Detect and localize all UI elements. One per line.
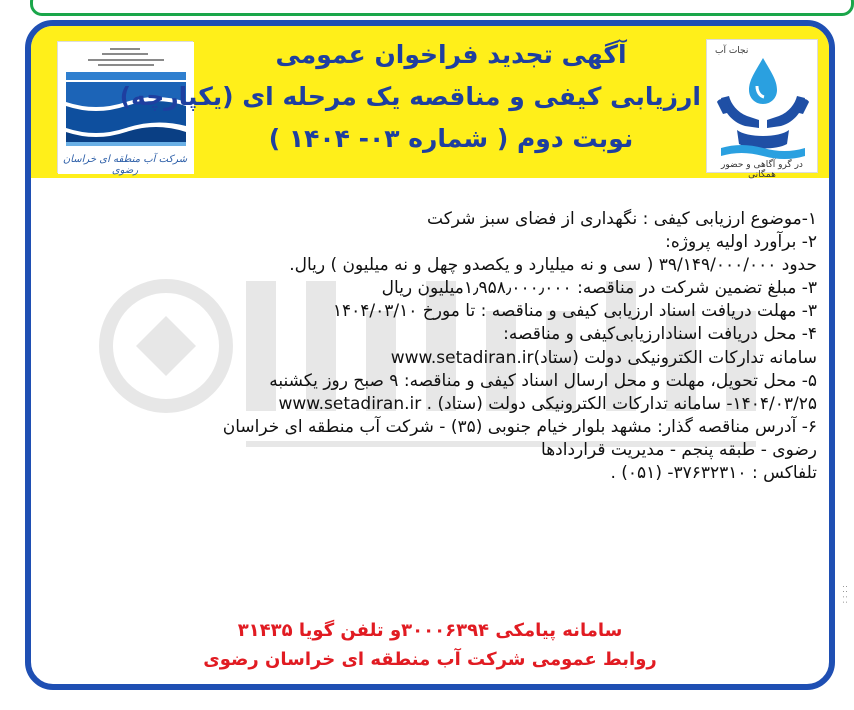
left-logo-caption: شرکت آب منطقه ای خراسان رضوی (62, 154, 188, 176)
estimate-amount: حدود ۳۹/۱۴۹/۰۰۰/۰۰۰ ( سی و نه میلیارد و یکصدو چهل و نه میلیون ) ریال. (289, 255, 817, 276)
setad-system-label: سامانه تدارکات الکترونیکی دولت (ستاد) (533, 347, 817, 368)
title-line-3: نوبت دوم ( شماره ۰۳- ۱۴۰۴ ) (268, 124, 634, 153)
address-line-1: ۶- آدرس مناقصه گذار: مشهد بلوار خیام جنوبی (۳۵) - شرکت آب منطقه ای خراسان (222, 416, 817, 437)
announcement-frame (25, 20, 835, 690)
address-line-2: رضوی - طبقه پنجم - مدیریت قراردادها (541, 439, 817, 460)
setad-link[interactable]: www.setadiran.ir (390, 347, 534, 368)
save-water-logo (706, 39, 818, 180)
document-location-heading: ۴- محل دریافت اسنادارزیابی‌کیفی و مناقصه: (503, 324, 817, 345)
top-border-strip (30, 0, 854, 16)
estimate-heading: ۲- برآورد اولیه پروژه: (665, 232, 817, 253)
document-deadline: ۳- مهلت دریافت اسناد ارزیابی کیفی و مناقصه : تا مورخ ۱۴۰۴/۰۳/۱۰ (332, 301, 817, 322)
side-code-marks: : : : : (841, 585, 850, 604)
title-block (119, 34, 701, 160)
announcement-body (45, 208, 817, 485)
subject-line: ۱-موضوع ارزیابی کیفی : نگهداری از فضای سبز شرکت (427, 209, 817, 229)
title-line-2: ارزیابی کیفی و مناقصه یک مرحله ای (یکپارچه) (119, 82, 701, 111)
right-logo-caption: در گرو آگاهی و حضور همگانی (721, 160, 803, 180)
setad-link-2[interactable]: www.setadiran.ir . (278, 393, 433, 414)
title-line-1: آگهی تجدید فراخوان عمومی (275, 40, 627, 69)
fax-line: تلفاکس : ۳۷۶۳۲۳۱۰- (۰۵۱) . (610, 463, 817, 484)
footer-pr-line: روابط عمومی شرکت آب منطقه ای خراسان رضوی (203, 649, 657, 670)
guarantee-amount: ۳- مبلغ تضمین شرکت در مناقصه: ۱٫۹۵۸٫۰۰۰٫۰۰۰میلیون ریال (381, 278, 817, 299)
footer-block (31, 616, 829, 674)
document-location (45, 347, 817, 370)
header-banner (31, 26, 829, 178)
delivery-info: ۵- محل تحویل، مهلت و محل ارسال اسناد کیفی و مناقصه: ۹ صبح روز یکشنبه (269, 370, 817, 391)
delivery-date (45, 393, 817, 416)
delivery-date-text: ۱۴۰۴/۰۳/۲۵- سامانه تدارکات الکترونیکی دولت (ستاد) (437, 393, 817, 414)
water-drop-hands-icon (707, 40, 819, 174)
footer-sms-line: سامانه پیامکی ۳۰۰۰۶۳۹۴و تلفن گویا ۳۱۴۳۵ (237, 620, 623, 641)
right-logo-top-text: نجات آب (715, 46, 749, 56)
